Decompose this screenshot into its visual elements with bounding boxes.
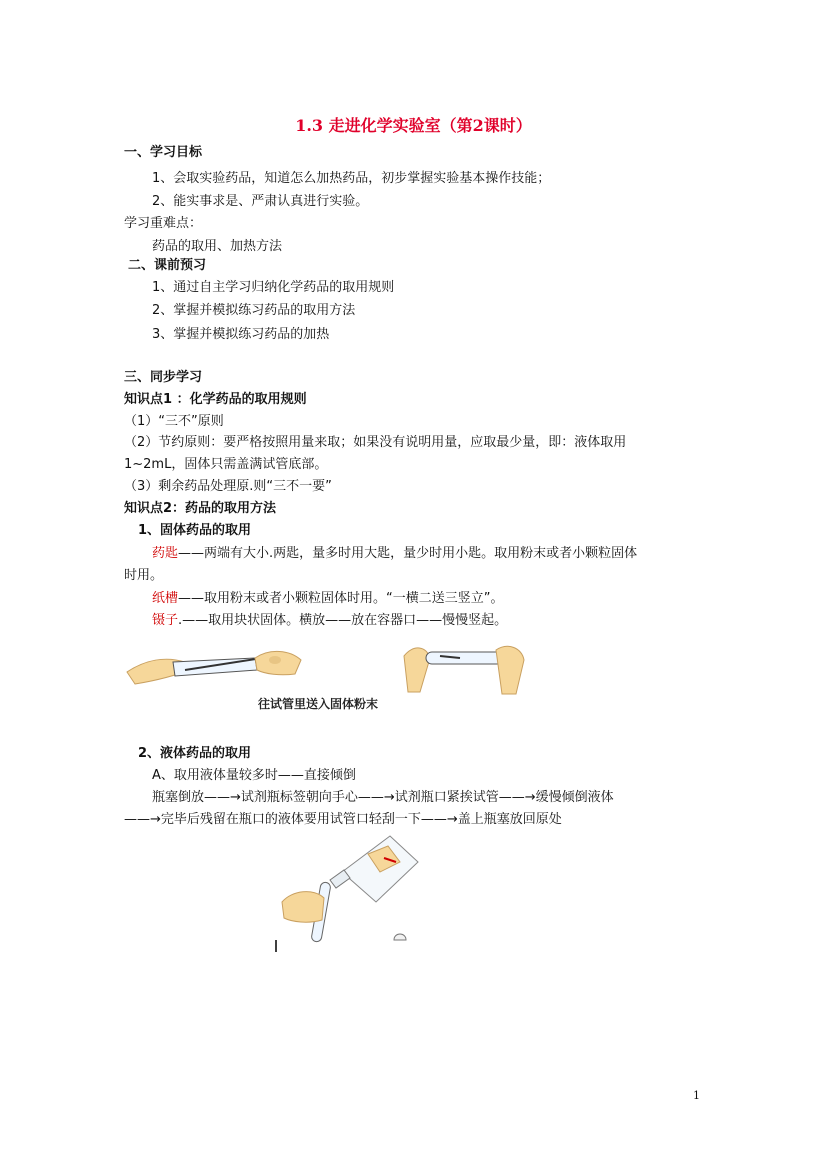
spoon-line-cont: 时用。	[124, 568, 164, 583]
solid-heading: 1、固体药品的取用	[138, 523, 252, 538]
trough-line	[152, 590, 504, 608]
page-number: 1	[693, 1089, 700, 1102]
objective-1: 1、会取实验药品，知道怎么加热药品，初步掌握实验基本操作技能；	[152, 171, 551, 186]
preview-1: 1、通过自主学习归纳化学药品的取用规则	[152, 280, 395, 295]
liquid-heading: 2、液体药品的取用	[138, 746, 252, 761]
spoon-term: 药匙	[152, 546, 179, 561]
liquid-pouring-figure	[272, 832, 422, 952]
preview-2: 2、掌握并模拟练习药品的取用方法	[152, 303, 356, 318]
liquid-steps: 瓶塞倒放——→试剂瓶标签朝向手心——→试剂瓶口紧挨试管——→缓慢倾倒液体	[152, 790, 614, 805]
difficulty-label: 学习重难点：	[124, 216, 203, 231]
tweezers-term: 镊子	[152, 613, 179, 628]
trough-text: ——取用粉末或者小颗粒固体时用。“一横二送三竖立”。	[178, 591, 504, 606]
section2-heading: 二、课前预习	[128, 258, 207, 273]
solid-powder-figure-left	[125, 640, 305, 690]
knowledge1-heading: 知识点1 ：化学药品的取用规则	[124, 392, 307, 407]
trough-term: 纸槽	[152, 591, 179, 606]
liquid-a: A、取用液体量较多时——直接倾倒	[152, 768, 356, 783]
section1-heading: 一、学习目标	[124, 145, 203, 160]
spoon-line	[152, 545, 637, 563]
rule-2: （2）节约原则：要严格按照用量来取；如果没有说明用量，应取最少量，即：液体取用	[124, 435, 627, 450]
rule-1: （1）“三不”原则	[124, 414, 224, 429]
liquid-steps-cont: ——→完毕后残留在瓶口的液体要用试管口轻刮一下——→盖上瓶塞放回原处	[124, 812, 562, 827]
spoon-text: ——两端有大小.两匙，量多时用大匙，量少时用小匙。取用粉末或者小颗粒固体	[178, 546, 638, 561]
tweezers-line	[152, 612, 507, 630]
objective-2: 2、能实事求是、严肃认真进行实验。	[152, 194, 369, 209]
rule-2-cont: 1~2mL，固体只需盖满试管底部。	[124, 457, 328, 472]
tweezers-text: .——取用块状固体。横放——放在容器口——慢慢竖起。	[178, 613, 508, 628]
solid-powder-figure-right	[400, 636, 530, 696]
knowledge2-heading: 知识点2：药品的取用方法	[124, 501, 277, 516]
figure-caption: 往试管里送入固体粉末	[258, 697, 379, 711]
preview-3: 3、掌握并模拟练习药品的加热	[152, 327, 330, 342]
section3-heading: 三、同步学习	[124, 370, 203, 385]
rule-3: （3）剩余药品处理原.则“三不一要”	[124, 479, 332, 494]
page-title: 1.3 走进化学实验室（第2课时）	[295, 116, 532, 135]
difficulty-text: 药品的取用、加热方法	[152, 239, 283, 254]
